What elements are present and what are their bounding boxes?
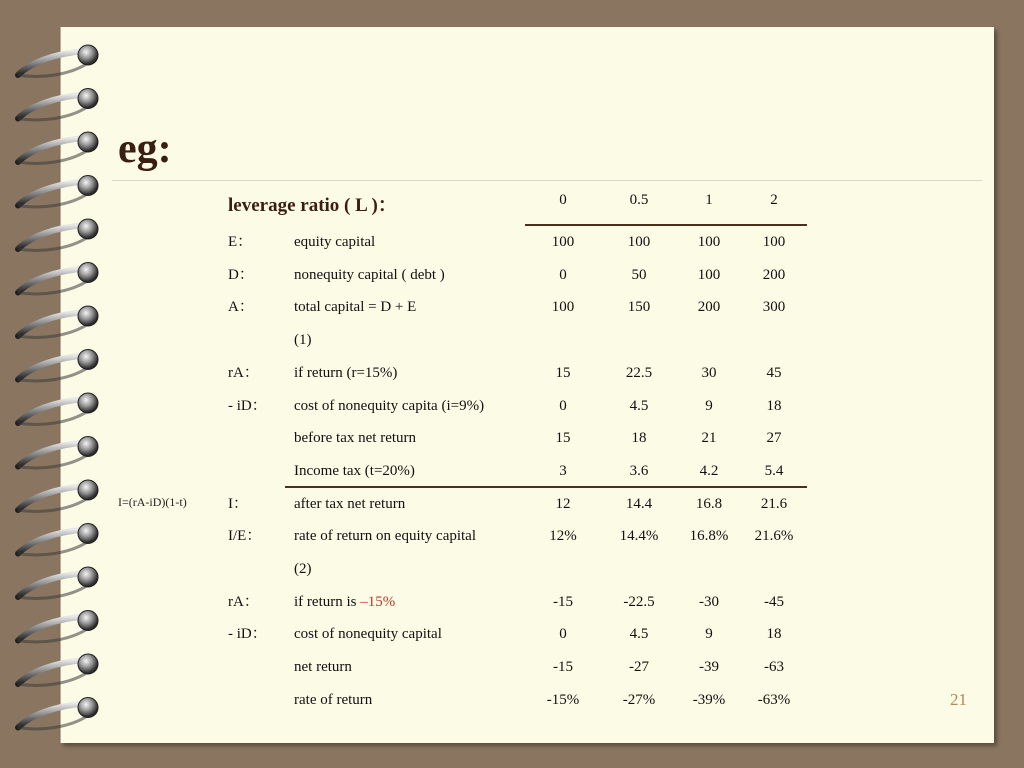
row-value: 5.4 xyxy=(764,462,784,479)
row-value: 16.8 xyxy=(695,495,723,512)
row-value: -63 xyxy=(764,659,784,676)
row-symbol: rA： xyxy=(228,364,259,381)
row-description xyxy=(294,624,442,644)
row-value: 0 xyxy=(559,397,567,414)
table-row xyxy=(0,559,1024,591)
row-description-text: equity capital xyxy=(294,234,376,250)
table-row xyxy=(0,657,1024,689)
row-description xyxy=(294,657,352,677)
table-row xyxy=(0,428,1024,460)
row-value: -45 xyxy=(764,593,784,610)
binding-wire xyxy=(18,51,86,75)
row-description xyxy=(294,330,312,350)
row-value: 50 xyxy=(631,266,647,283)
row-symbol: rA： xyxy=(228,593,259,610)
row-value: 200 xyxy=(697,299,721,316)
row-value: 4.5 xyxy=(629,626,649,643)
row-description-text: rate of return on equity capital xyxy=(294,528,477,545)
row-value: 100 xyxy=(627,234,651,250)
table-row xyxy=(0,592,1024,624)
row-value: 15 xyxy=(555,364,571,381)
row-description xyxy=(294,396,484,416)
row-value: 9 xyxy=(705,626,713,643)
row-description-text: nonequity capital ( debt ) xyxy=(294,266,445,283)
binding-wire xyxy=(18,95,86,119)
row-value: 16.8% xyxy=(689,528,729,545)
row-description-text: before tax net return xyxy=(294,430,417,447)
row-value: 21 xyxy=(701,430,717,447)
header-value: 0 xyxy=(559,192,567,208)
row-description-text: cost of nonequity capital xyxy=(294,626,442,643)
table-row xyxy=(0,624,1024,656)
title-divider xyxy=(112,180,982,181)
row-value: 0 xyxy=(559,266,567,283)
row-value: 100 xyxy=(697,266,721,283)
table-row xyxy=(0,396,1024,428)
row-value: 27 xyxy=(766,430,782,447)
row-value: 12 xyxy=(555,495,571,512)
row-symbol: I/E： xyxy=(228,528,262,545)
row-value: -63% xyxy=(757,691,791,708)
row-description-text: if return (r=15%) xyxy=(294,364,398,381)
row-value: 200 xyxy=(762,266,786,283)
row-value: -15 xyxy=(553,659,573,676)
row-value: 18 xyxy=(766,397,782,414)
row-value: 100 xyxy=(697,234,721,250)
row-value: 300 xyxy=(762,299,786,316)
page-number: 21 xyxy=(950,690,967,709)
row-value: 100 xyxy=(551,299,575,316)
header-value: 0.5 xyxy=(629,192,649,208)
row-value: 45 xyxy=(766,364,782,381)
row-value: -30 xyxy=(699,593,719,610)
row-description-text: total capital = D + E xyxy=(294,299,417,316)
row-description xyxy=(294,461,415,481)
leverage-ratio-header: leverage ratio ( L )： xyxy=(228,195,397,216)
row-value: -22.5 xyxy=(623,593,655,610)
row-description xyxy=(294,363,397,383)
table-row xyxy=(0,232,1024,264)
row-value: 18 xyxy=(766,626,782,643)
row-value: 100 xyxy=(551,234,575,250)
row-value: 18 xyxy=(631,430,647,447)
header-divider xyxy=(525,224,807,226)
row-description xyxy=(294,297,416,317)
row-value: 150 xyxy=(627,299,651,316)
row-symbol: E： xyxy=(228,234,253,250)
row-description xyxy=(294,526,476,546)
table-row xyxy=(0,297,1024,329)
row-description-text: Income tax (t=20%) xyxy=(294,462,415,479)
row-value: -39% xyxy=(692,691,726,708)
row-symbol: I： xyxy=(228,495,248,512)
row-value: 22.5 xyxy=(625,364,653,381)
row-description-text: after tax net return xyxy=(294,495,406,512)
row-value: 21.6% xyxy=(754,528,794,545)
row-value: 3 xyxy=(559,462,567,479)
row-value: -27% xyxy=(622,691,656,708)
row-symbol: - iD： xyxy=(228,626,267,643)
row-value: 14.4% xyxy=(619,528,659,545)
table-row xyxy=(0,265,1024,297)
row-description xyxy=(294,592,395,612)
table-row xyxy=(0,526,1024,558)
row-description-text: if return is xyxy=(294,593,361,610)
row-description-text: net return xyxy=(294,659,352,676)
row-value: 12% xyxy=(549,528,577,545)
row-description xyxy=(294,690,372,710)
row-value: -39 xyxy=(699,659,719,676)
row-symbol: A： xyxy=(228,299,254,316)
row-description xyxy=(294,265,445,285)
row-value: -27 xyxy=(629,659,649,676)
row-description-text: (2) xyxy=(294,561,312,577)
row-value: -15 xyxy=(553,593,573,610)
row-value: 3.6 xyxy=(629,462,649,479)
row-value: 100 xyxy=(762,234,786,250)
slide-title: eg: xyxy=(118,126,172,172)
header-values-row xyxy=(0,190,1024,222)
row-value: 0 xyxy=(559,626,567,643)
row-description xyxy=(294,428,416,448)
row-value: 15 xyxy=(555,430,571,447)
table-row xyxy=(0,330,1024,362)
table-row xyxy=(0,690,1024,722)
header-value: 2 xyxy=(770,192,778,208)
row-value: 30 xyxy=(701,364,717,381)
row-symbol: D： xyxy=(228,266,254,283)
row-description-accent: –15% xyxy=(360,593,396,610)
row-description-text: rate of return xyxy=(294,691,373,708)
header-value: 1 xyxy=(705,192,713,208)
row-description xyxy=(294,494,405,514)
table-row xyxy=(0,461,1024,493)
row-description xyxy=(294,559,312,579)
row-value: -15% xyxy=(546,691,580,708)
row-value: 4.2 xyxy=(699,462,719,479)
binding-wire xyxy=(18,138,86,162)
row-description-text: (1) xyxy=(294,332,312,349)
row-value: 21.6 xyxy=(760,495,788,512)
table-row xyxy=(0,363,1024,395)
row-description xyxy=(294,232,375,252)
binding-ring xyxy=(78,89,98,109)
row-description-text: cost of nonequity capita (i=9%) xyxy=(294,397,485,414)
row-value: 9 xyxy=(705,397,713,414)
row-value: 14.4 xyxy=(625,495,653,512)
binding-ring xyxy=(78,132,98,152)
row-value: 4.5 xyxy=(629,397,649,414)
binding-ring xyxy=(78,45,98,65)
formula-note: I=(rA-iD)(1-t) xyxy=(118,495,187,509)
row-symbol: - iD： xyxy=(228,397,267,414)
